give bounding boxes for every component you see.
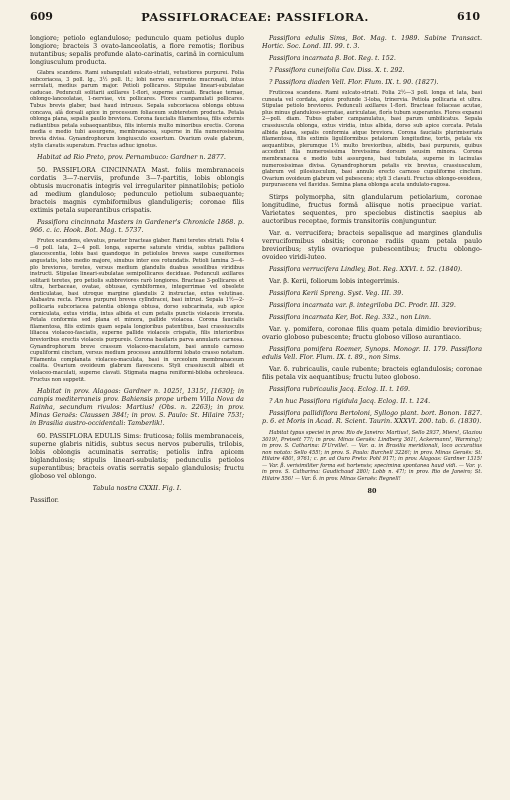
synonym: Passiflora Kerii Spreng. Syst. Veg. III. 39. [269,288,404,297]
synonym: Passiflora incarnata var. β. integriloba DC. Prodr. III. 329. [269,300,456,309]
synonym: Passiflora incarnata Ker, Bot. Reg. 332., non Linn. [269,312,432,321]
paragraph: longiore; petiolo eglanduloso; pedunculo quam petiolus duplo longiore; bracteis 3 ovato-lanceolatis, a flore remotis; floribus nutantibus; sepalis profunde alato-carinatis, carinâ in corniculum longiusculum producta. [30,34,244,66]
paragraph: Stirps polymorpha, sitn glandularum petiolarium, coronae longitudine, fructus formâ aliisque notis praecipue variat. Varietates sequentes, pro speciebus distinctis saepius ab auctoribus receptae, formis transitoriis conjunguntur. [262,192,482,225]
right-column [262,34,482,790]
page-number-left: 609 [30,10,53,23]
page-header [30,10,480,26]
synonym: Passiflora pallidiflora Bertoloni, Syllogo plant. bort. Bonon. 1827. p. 6. et Moris in Acad. R. Scient. Taurin. XXXVI. 200. tab. 6. (1830). [262,408,482,425]
synonym: Passiflora verrucifera Lindley, Bot. Reg. XXVI. t. 52. (1840). [269,264,463,273]
synonym: ? Passiflora diaden Vell. Flor. Flum. IX. t. 90. (1827). [269,78,439,86]
habitat-note: Habitat in prov. Alagoas: Gardner n. 1025!, 1315!, [1630]; in campis mediterraneis prov. Bahiensis prope urbem Villa Nova da Rainha, secundum rivulos: Martius! (Obs. n. 2263); in prov. Minas Geraës: Claussen 384!; in prov. S. Paulo: St. Hilaire 753!; in Brasilia austro-occidentali: Tamberlik!. [30,387,244,428]
habitat-note: Habitat typus speciei in prov. Rio de Janeiro: Martius!, Sello 2937, Miers!, Glaziou 3019!, Preisett 77!; in prov. Minas Geraës: Lindberg 361!, Ackermann!, Warming!; in prov. S. Catharina: D'Urville!. — Var. α. in Brasilia meridionali, loco accuratius non notato: Sello 455!; in prov. S. Paulo: Burchell 3226!; in prov. Minas Geraës: St. Hilaire 480!, 9761; c. pr. ad Ouro Preto: Pohl 917!; in prov. Alagoas: Gardner 1315! — Var. β. verisimiliter forma est hortensis; speciminα spontanea haud vidi. — Var. γ. in prov. S. Catharina: Gaudichaud 280!; Lobb n. 47!; in prov. Rio de Janeiro; St. Hilaire 556! — Var. δ. in prov. Minas Geraës: Regnell! [262,429,482,483]
variety-description: Var. α. verrucifera; bracteis sepalisque ad margines glandulis verruciformibus obsitis; coronae radiis quam petala paulo brevioribus; stylis ovarioque pubescentibus; fructu oblongo-ovoideo viridi-luteo. [262,228,482,261]
paragraph: Fruticosa scandens. Rami sulcato-striati. Folia 2½—3 poll. longa et lata, basi cuneata vel cordata, apice profunde 3-loba, trinervia. Petiola pollicaria et ultra. Stipulae petiolo breviores. Pedunculi axillares 1-flori. Bracteae foliaceae acutae, plus minus glanduloso-serratae, auriculatae, florìs tubum superantes. Flores expansi 2—poll. diam. Tubus glaber campanulatus, basi parum umbilicatus. Sepala crassiuscula oblonga, extus viridia, intus albida, dorso sub apice corcata. Petala albida plana, sepalis conformia atque breviora. Corona faucialis plurimiseriata filamentosa, filis extimis ligulilormibus petalorum longitudine, tortis, petala vix aequantibus, plerumque 1½ multo brevioribus, albidis, basi purpureis, quibus accedunt fila numerosissima brevissima dorsum seusim minora. Corona membranacea e medio tubi assurgens, basi tubulata, superne in lacinulas numerosissimas divisa. Gynandrophorum petalis vix brevius, crassiusculum, glabrum vel pilosiusculum, basi annulo erecto carnoso cupuliforme cinctum. Ovarium ovoideum glabrum vel pubescens; styli 3 clavati. Fructus oblongo-ovoideus, purpurascens vel flavidus. Semina plana oblonga acuta undulato-rugosa. [262,90,482,189]
synonym: Passiflora edulis Sims, Bot. Mag. t. 1989. Sabine Transact. Hortic. Soc. Lond. III. 99. t. 3. [262,34,482,50]
synonym: Passiflora incarnata β. Bot. Reg. t. 152. [269,54,396,62]
synonym: ? An huc Passiflora rigidula Jacq. Eclog. II. t. 124. [269,396,431,405]
left-column [30,34,244,790]
paragraph: Frutex scandens, elevatus, praeter bracteas glaber. Rami teretes striati. Folia 4—6 poll. lata, 2—4 poll. longa, superne saturate viridia, subtus pallidiora glaucescentia, lobis basi quandoque in petiolulos breves saepe cuneiformes angustatis, lobo medio majore, sinubus inter eos rotundatis. Petioli lamina 3—4-plo breviores, teretes, versus medium glandulis duabus sessilibus viridibus instructi. Stipulae lineari-subulatae semipollicares deciduae. Pedunculi axillares solitarii teretes, pro petiolis subbreviores rarò longiores. Bracteae 3-pollicares et ultra, herbaceae, ovatae, obtusae, cymbiformes, integerrimae vel obsolete denticulatae, basi utroque margine glandulis 2 instructae, extus velutinae. Alabastra recta. Flores purpurei breves cyllndracei, basi intrusi. Sepala 1½—2-pollicaria subcoriacea patentia oblonga obtusa, dorso subcarinata, sub apice corniculata, extus viridia, intus albida et cum petalis punctis violaceis irrorata. Petala conformia sed plana et minora, pallide violacea. Corona faucialis filamentosa, filis extimis quam sepala longioribus patentibus, basi crassiusculis liliacea violaceo-fasciatis, superne pallide violaceis crispatis, filis interioribus brevioribus erectis violaceis purpureis. Corona basilaris parva annularis carnosa. Gynandrophorum breve crassum violaceo-maculatum, basi annulo carnoso cupuliformi cinctum, versus medium processu annuliformi lobato crasso notatum. Filamenta complanata violaceo-maculata, basi in urceolum membranaceum coalita. Ovarium ovoideum glabrum flavescens. Styli crassiusculi albidi et violaceo-maculati, superne clavati. Stigmata magna reniformi-biloba ochroleuca. Fructus non suppetit. [30,238,244,383]
running-title: PASSIFLORACEAE: PASSIFLORA. [141,10,369,24]
paragraph: Glabra scandens. Rami subangulati sulcato-striati, vetustiores purpurei. Folia subcoriacea, 3 poll. lg., 3½ poll. lt.; lobi nervo excurrente mucronati, intus serrulati, medius parum major. Petioli pollicares. Stipulae lineari-subulatae caducae. Pedunculi solitarii axillares 1-flori, superne arcuati. Bracteae ternae, oblongo-lanceolatae, 1-nerviae, vix pollicares. Flores campanulati pollicares. Tubus brevis glaber, basi haud intrusus. Sepala subcoriacea oblonga obtusa concava, alâ dorsali apice in processum foliaceum subteretem producta. Petala oblonga plana, sepalis paullo breviora. Corona faucialis filamentosa, filis externis radiantibus petala subaequantibus, filis internis multo minoribus erectis. Corona media e medio tubi assurgens, membranacea, superne in fila numerosissima brevia divisa. Gynandrophorum longiusculo exsertum. Ovarium ovale glabrum, stylis clavatis superatum. Fructus adhuc ignotus. [30,70,244,149]
species-heading: 60. PASSIFLORA EDULIS Sims: fruticosa; foliis membranaceis, superne glabris nitidis, subtus secus nervos puberulis, trilobis, lobis oblongis acuminatis serratis; petiolis infra apicem biglandulosis; stipulis lineari-subulatis; pedunculis petiolos superantibus; bracteis ovatis serratis sepalo glandulosis; fructu globoso vel oblongo. [30,432,244,481]
species-heading: 50. PASSIFLORA CINCINNATA Mast. foliis membranaceis cordatis 3—7-nerviis, profunde 3—7-partitis, lobis oblongis obtusis mucronatis integris vel irregulariter pinnatilobis; petiolo ad medium glanduloso; pedunculo petiolum subaequante; bracteis magnis cymbiformibus glanduligeris; coronae filis extimis petala superantibus crispatis. [30,166,244,215]
variety-description: Var. δ. rubricaulis, caule rubente; bracteis eglandulosis; coronae filis petala vix aequantibus; fructu luteo globoso. [262,364,482,381]
habitat-note: Habitat ad Rio Preto, prov. Pernambuco: Gardner n. 2877. [37,153,226,162]
synonym: ? Passiflora cuneifolia Cav. Diss. X. t. 292. [269,66,405,74]
page-number-right: 610 [457,10,480,23]
footer-signature: Passiflor. [30,496,59,505]
plate-reference: Tabula nostra CXXII. Fig. I. [92,484,182,493]
synonym: Passiflora rubricaulis Jacq. Eclog. II. t. 169. [269,384,411,393]
variety-description: Var. γ. pomifera, coronae filis quam petala dimidio brevioribus; ovario globoso pubescente; fructu globoso villoso aurantiaco. [262,324,482,341]
variety-description: Var. β. Kerii, foliorum lobis integerrimis. [269,276,400,285]
synonym: Passiflora pomifera Roemer, Synops. Monogr. II. 179. Passiflora edulis Vell. Flor. Flum. IX. t. 89., non Sims. [262,344,482,361]
synonym: Passiflora cincinnata Masters in Gardener's Chronicle 1868. p. 966. c. ic. Hook. Bot. Mag. t. 5737. [30,218,244,235]
folio-number: 80 [367,486,377,495]
